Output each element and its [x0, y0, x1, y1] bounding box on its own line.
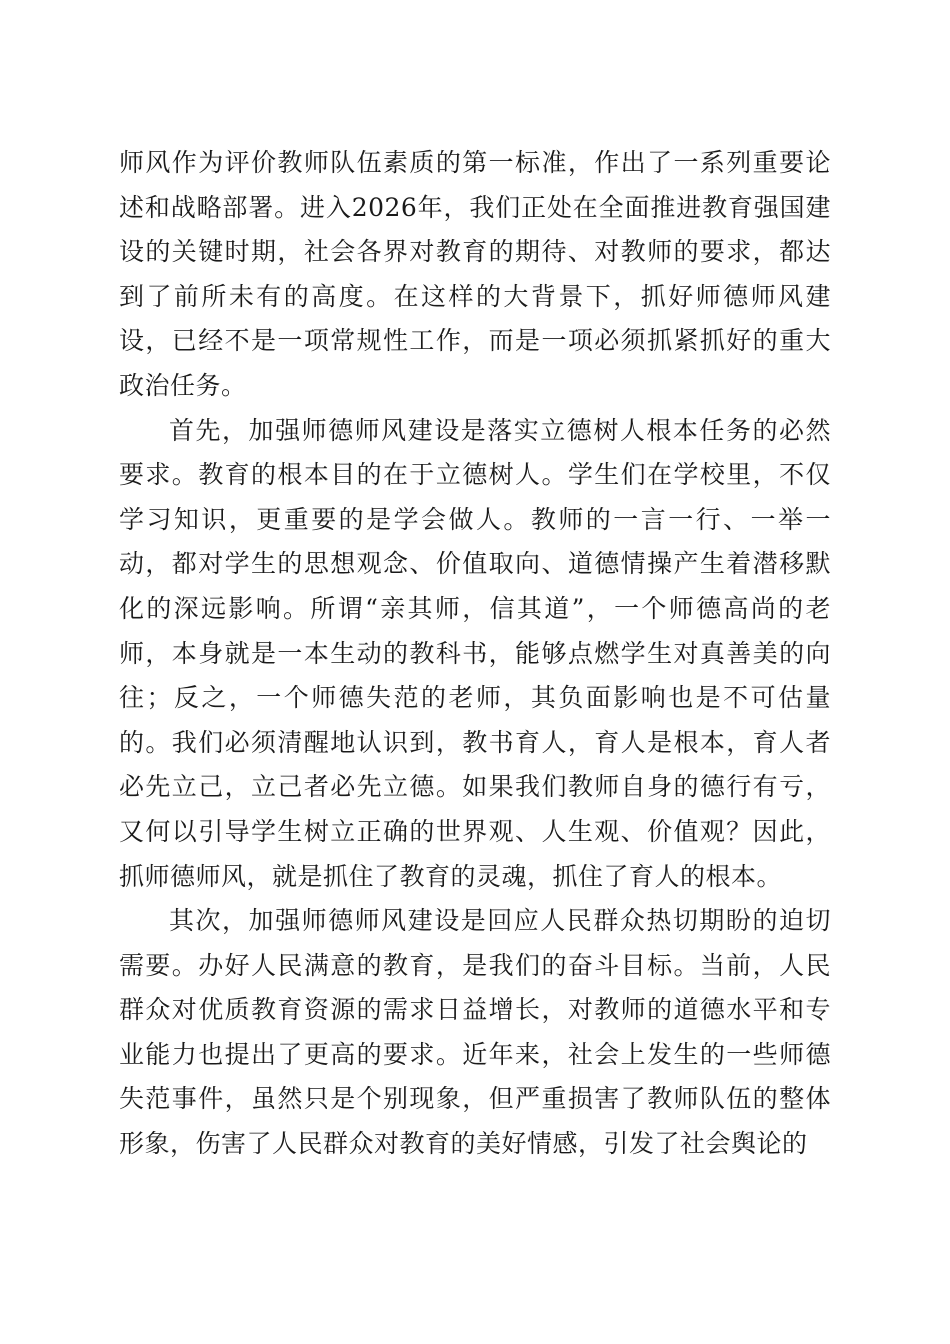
body-text — [119, 141, 831, 1167]
paragraph-continuation: 师风作为评价教师队伍素质的第一标准，作出了一系列重要论述和战略部署。进入2026年，我们正处在全面推进教育强国建设的关键时期，社会各界对教育的期待、对教师的要求，都达到了前所未有的高度。在这样的大背景下，抓好师德师风建设，已经不是一项常规性工作，而是一项必须抓紧抓好的重大政治任务。 — [119, 148, 831, 400]
paragraph-first-point: 首先，加强师德师风建设是落实立德树人根本任务的必然要求。教育的根本目的在于立德树人。学生们在学校里，不仅学习知识，更重要的是学会做人。教师的一言一行、一举一动，都对学生的思想观念、价值取向、道德情操产生着潜移默化的深远影响。所谓“亲其师，信其道”，一个师德高尚的老师，本身就是一本生动的教科书，能够点燃学生对真善美的向往；反之，一个师德失范的老师，其负面影响也是不可估量的。我们必须清醒地认识到，教书育人，育人是根本，育人者必先立己，立己者必先立德。如果我们教师自身的德行有亏，又何以引导学生树立正确的世界观、人生观、价值观？因此，抓师德师风，就是抓住了教育的灵魂，抓住了育人的根本。 — [119, 415, 831, 891]
paragraph-second-point: 其次，加强师德师风建设是回应人民群众热切期盼的迫切需要。办好人民满意的教育，是我们的奋斗目标。当前，人民群众对优质教育资源的需求日益增长，对教师的道德水平和专业能力也提出了更高的要求。近年来，社会上发生的一些师德失范事件，虽然只是个别现象，但严重损害了教师队伍的整体形象，伤害了人民群众对教育的美好情感，引发了社会舆论的 — [119, 906, 831, 1159]
